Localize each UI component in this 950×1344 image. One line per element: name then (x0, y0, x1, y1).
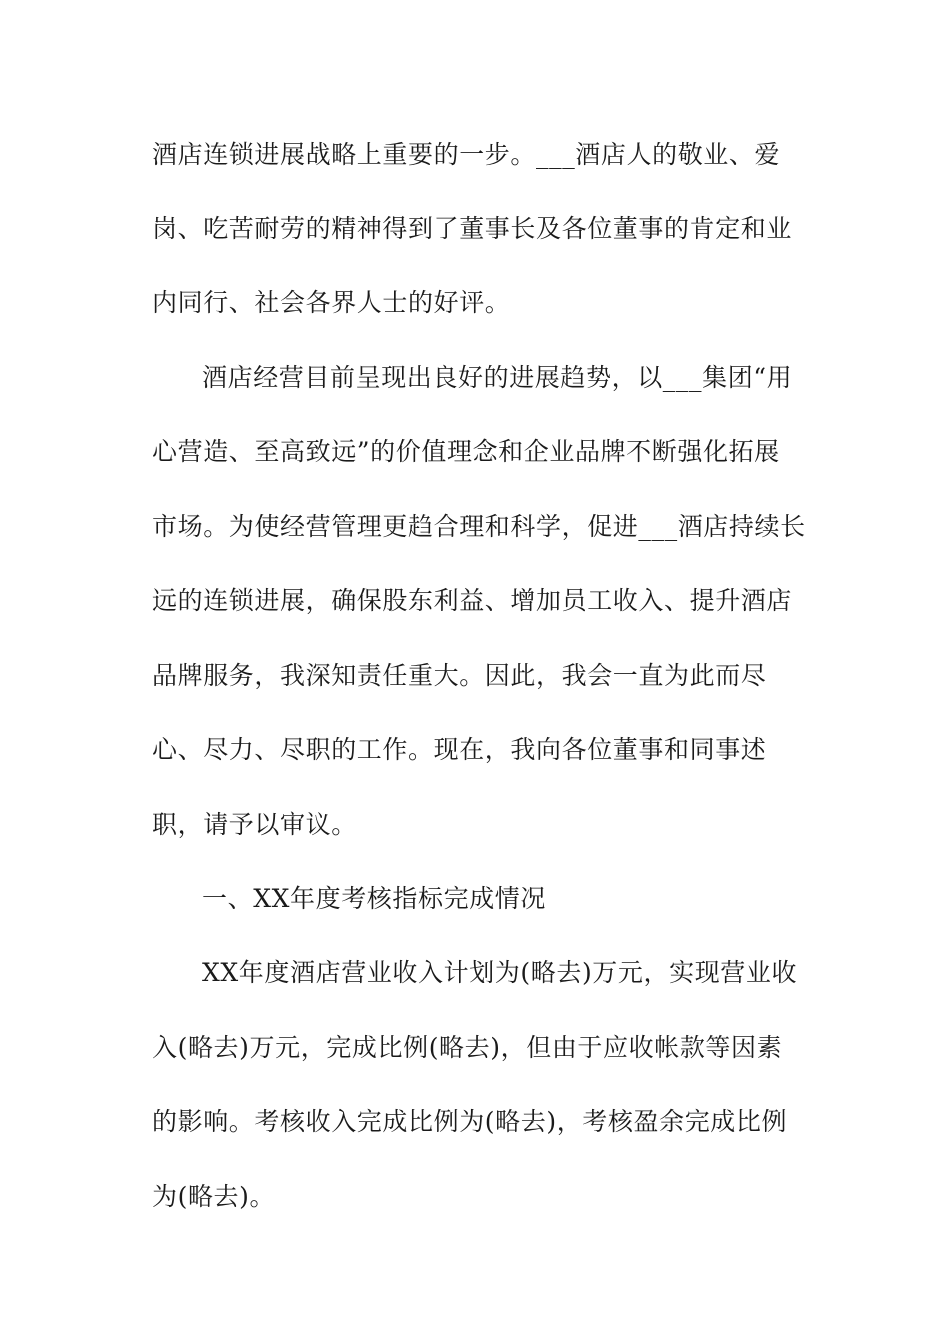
text-line: 职，请予以审议。 (152, 810, 357, 839)
text-line: 心营造、至高致远”的价值理念和企业品牌不断强化拓展 (152, 437, 780, 466)
paragraph-start-line: XX年度酒店营业收入计划为(略去)万元，实现营业收 (202, 958, 798, 987)
text-line: 品牌服务，我深知责任重大。因此，我会一直为此而尽 (152, 661, 767, 690)
text-line: 内同行、社会各界人士的好评。 (152, 288, 511, 317)
paragraph-start-line: 酒店经营目前呈现出良好的进展趋势，以___集团“用 (202, 363, 793, 392)
text-line: 酒店连锁进展战略上重要的一步。___酒店人的敬业、爱 (152, 140, 781, 169)
text-line: 远的连锁进展，确保股东利益、增加员工收入、提升酒店 (152, 586, 793, 615)
section-heading: 一、XX年度考核指标完成情况 (202, 884, 546, 913)
text-line: 市场。为使经营管理更趋合理和科学，促进___酒店持续长 (152, 512, 806, 541)
text-line: 为(略去)。 (152, 1182, 276, 1211)
text-line: 的影响。考核收入完成比例为(略去)，考核盈余完成比例 (152, 1107, 788, 1136)
text-line: 心、尽力、尽职的工作。现在，我向各位董事和同事述 (152, 735, 767, 764)
text-line: 入(略去)万元，完成比例(略去)，但由于应收帐款等因素 (152, 1033, 783, 1062)
text-line: 岗、吃苦耐劳的精神得到了董事长及各位董事的肯定和业 (152, 214, 793, 243)
